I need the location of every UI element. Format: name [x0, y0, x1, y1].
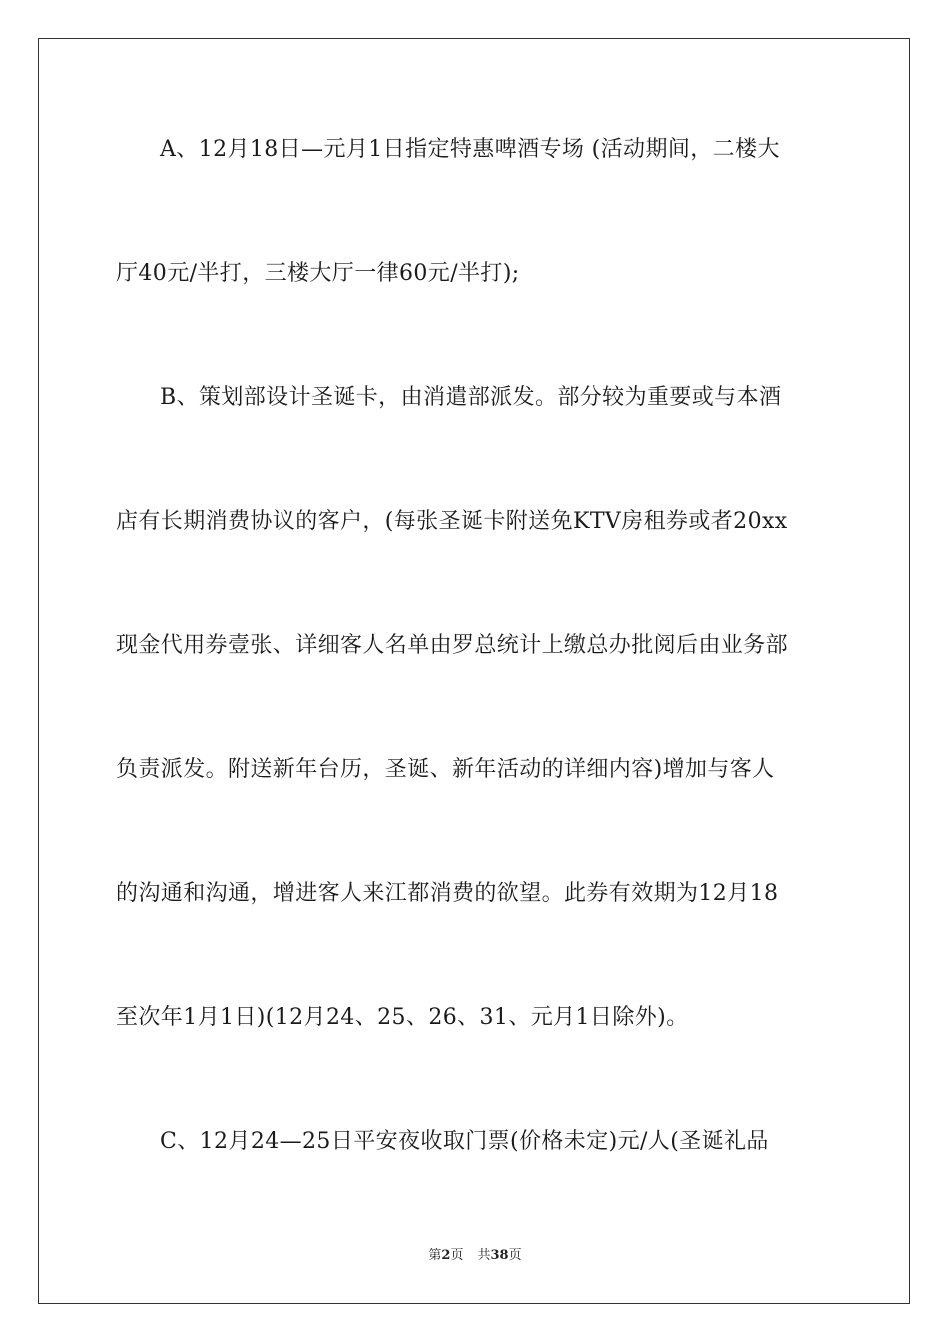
- paragraph-a-line-2: 厅40元/半打，三楼大厅一律60元/半打);: [116, 261, 520, 286]
- total-suffix: 页: [508, 1248, 522, 1263]
- paragraph-a-line-1: A、12月18日—元月1日指定特惠啤酒专场 (活动期间，二楼大: [160, 137, 780, 162]
- paragraph-b-line-3: 现金代用券壹张、详细客人名单由罗总统计上缴总办批阅后由业务部: [116, 633, 789, 658]
- total-pages: 38: [490, 1248, 509, 1263]
- paragraph-b-line-4: 负责派发。附送新年台历，圣诞、新年活动的详细内容)增加与客人: [116, 757, 775, 782]
- paragraph-b-line-2: 店有长期消费协议的客户，(每张圣诞卡附送免KTV房租券或者20xx: [116, 509, 788, 534]
- paragraph-c-line-1: C、12月24—25日平安夜收取门票(价格未定)元/人(圣诞礼品: [160, 1129, 769, 1154]
- total-prefix: 共: [477, 1248, 491, 1263]
- paragraph-b-line-1: B、策划部设计圣诞卡，由消遣部派发。部分较为重要或与本酒: [160, 385, 782, 410]
- page-number: 2: [441, 1248, 451, 1263]
- page-footer: [0, 1247, 950, 1265]
- paragraph-b-line-5: 的沟通和沟通，增进客人来江都消费的欲望。此券有效期为12月18: [116, 881, 779, 906]
- page-suffix: 页: [450, 1248, 464, 1263]
- paragraph-b-line-6: 至次年1月1日)(12月24、25、26、31、元月1日除外)。: [116, 1005, 689, 1030]
- page-prefix: 第: [428, 1248, 442, 1263]
- page-border: [38, 38, 910, 1304]
